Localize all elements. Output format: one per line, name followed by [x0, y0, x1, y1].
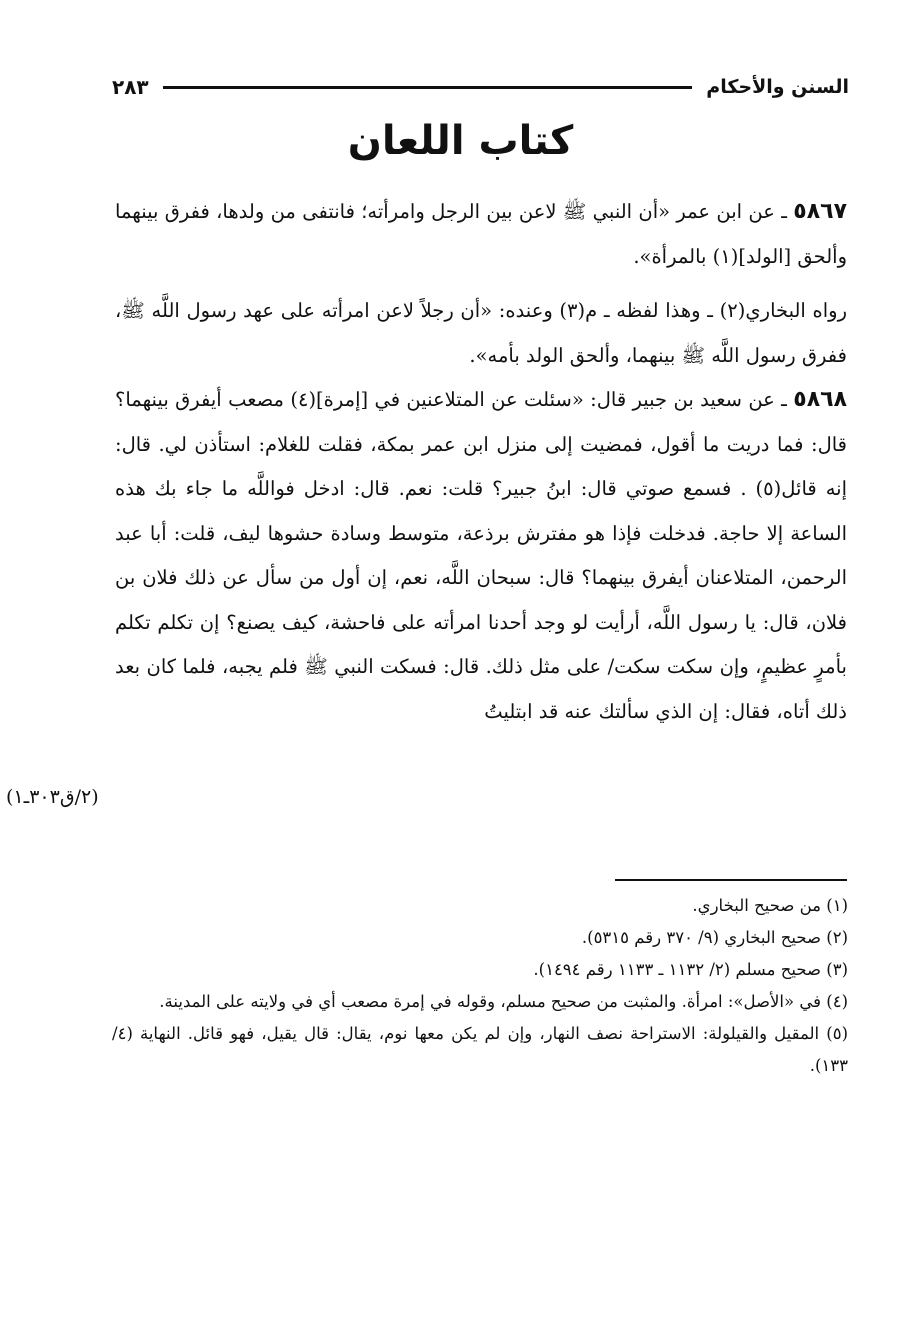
- running-header: [112, 70, 849, 104]
- page-number: ٢٨٣: [112, 75, 149, 99]
- manuscript-reference: (٢/ق٣٠٣ـ١): [6, 786, 99, 808]
- main-text: [115, 190, 847, 734]
- chapter-title: كتاب اللعان: [347, 118, 574, 164]
- book-title: السنن والأحكام: [706, 76, 849, 98]
- footnote: (٤) في «الأصل»: امرأة. والمثبت من صحيح مسلم، وقوله في إمرة مصعب أي في ولايته على المدينة.: [159, 992, 848, 1011]
- footnotes: [112, 890, 848, 1082]
- footnote: (١) من صحيح البخاري.: [692, 896, 848, 915]
- hadith-text: ـ عن ابن عمر «أن النبي ﷺ لاعن بين الرجل وامرأته؛ فانتفى من ولدها، ففرق بينهما وألحق [الولد](١) بالمرأة».: [115, 200, 847, 268]
- hadith-5867: [115, 190, 847, 279]
- hadith-5868: [115, 378, 847, 734]
- footnote-separator: [615, 879, 847, 881]
- hadith-number: ٥٨٦٨: [793, 387, 847, 412]
- footnote: (٣) صحيح مسلم (٢/ ١١٣٢ ـ ١١٣٣ رقم ١٤٩٤).: [533, 960, 848, 979]
- hadith-text: ـ عن سعيد بن جبير قال: «سئلت عن المتلاعنين في [إمرة](٤) مصعب أيفرق بينهما؟ قال: فما دريت ما أقول، فمضيت إلى منزل ابن عمر بمكة، فقلت للغلام: استأذن لي. قال: إنه قائل(٥) . فسمع صوتي قال: ابنُ جبير؟ قلت: نعم. قال: ادخل فواللَّه ما جاء بك هذه الساعة إلا حاجة. فدخلت فإذا هو مفترش برذعة، متوسط وسادة حشوها ليف، قلت: أبا عبد الرحمن، المتلاعنان أيفرق بينهما؟ قال: سبحان اللَّه، نعم، إن أول من سأل عن ذلك فلان بن فلان، قال: يا رسول اللَّه، أرأيت لو وجد أحدنا امرأته على فاحشة، كيف يصنع؟ إن تكلم تكلم بأمرٍ عظيمٍ، وإن سكت سكت/ على مثل ذلك. قال: فسكت النبي ﷺ فلم يجبه، فلما كان بعد ذلك أتاه، فقال: إن الذي سألتك عنه قد ابتليتُ: [115, 388, 847, 723]
- footnote: (٢) صحيح البخاري (٩/ ٣٧٠ رقم ٥٣١٥).: [581, 928, 848, 947]
- narration-text: رواه البخاري(٢) ـ وهذا لفظه ـ م(٣) وعنده: «أن رجلاً لاعن امرأته على عهد رسول اللَّه ﷺ، ففرق رسول اللَّه ﷺ بينهما، وألحق الولد بأمه».: [115, 299, 847, 367]
- header-rule: [163, 86, 693, 89]
- hadith-number: ٥٨٦٧: [793, 199, 848, 224]
- narration-paragraph: [115, 289, 847, 378]
- footnote: (٥) المقيل والقيلولة: الاستراحة نصف النهار، وإن لم يكن معها نوم، يقال: قال يقيل، فهو قائل. النهاية (٤/ ١٣٣).: [112, 1024, 848, 1075]
